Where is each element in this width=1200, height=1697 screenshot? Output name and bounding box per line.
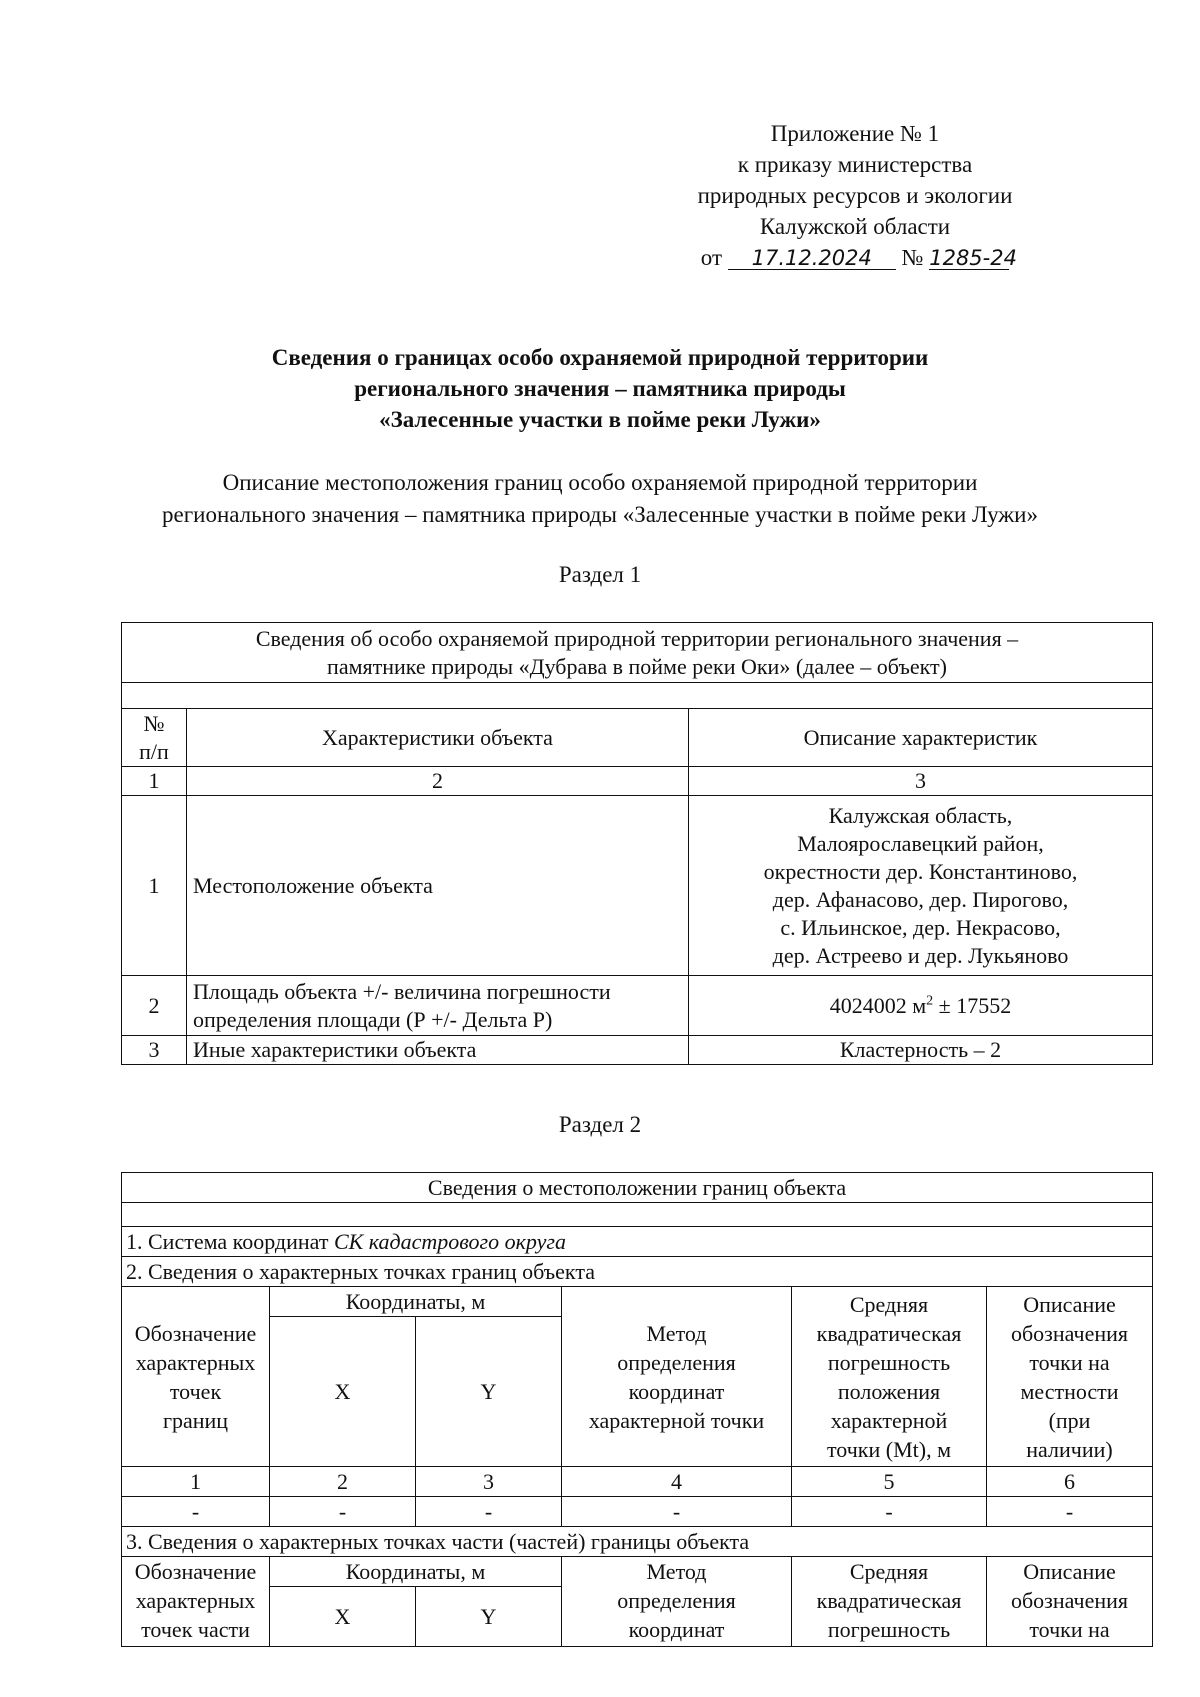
table-row: 2 Площадь объекта +/- величина погрешности определения площади (Р +/- Дельта Р) 4024002 $м^2 \pm 17552$ [122,976,1153,1036]
document-title [0,342,1200,435]
title-line-1: Сведения о границах особо охраняемой природной территории [271,345,929,370]
boundary-points-table [121,1172,1153,1647]
number-label: № [901,245,924,270]
boundary-description [0,467,1200,531]
points-header-row-2: X Y [122,1317,1153,1467]
location-value: Калужская область, Малоярославецкий район, окрестности дер. Константиново, дер. Афанасово, дер. Пирогово, с. Ильинское, дер. Некрасово, дер. Астреево и дер. Лукьяново [689,796,1153,976]
from-label: от [700,245,723,270]
appendix-line-1: Приложение № 1 [770,121,940,146]
section-2-heading: Раздел 2 [558,1112,642,1137]
parts-heading-row: 3. Сведения о характерных точках части (частей) границы объекта [122,1527,1153,1557]
appendix-date-number [690,242,1020,273]
section-1-heading: Раздел 1 [558,562,642,587]
coordinate-system-row: 1. Система координат СК кадастрового округа [122,1227,1153,1257]
handwritten-number: 1285-24 [929,246,1017,270]
parts-header-row-1: Обозначение характерных точек части Координаты, м Метод определения координат Средняя квадратическая погрешность Описание обозначения точки на [122,1557,1153,1587]
appendix-line-2: к приказу министерства [737,152,973,177]
header-characteristics: Характеристики объекта [187,709,689,767]
appendix-block [690,118,1020,273]
table-title-row: Сведения о местоположении границ объекта [122,1173,1153,1203]
table-row: 3 Иные характеристики объекта Кластерность – 2 [122,1036,1153,1065]
handwritten-date: 17.12.2024 [728,247,896,270]
description-line-1: Описание местоположения границ особо охраняемой природной территории [222,470,978,495]
table-row: 1 Местоположение объекта Калужская область, Малоярославецкий район, окрестности дер. Константиново, дер. Афанасово, дер. Пирогово, с. Ильинское, дер. Некрасово, дер. Астреево и дер. Лукьяново [122,796,1153,976]
object-info-table [121,622,1153,1065]
table-title-cell [122,623,1153,683]
area-value: 4024002 $м^2 \pm 17552$ [689,976,1153,1036]
appendix-line-4: Калужской области [759,214,951,239]
title-line-2: регионального значения – памятника природы [354,376,846,401]
description-line-2: регионального значения – памятника природы «Залесенные участки в пойме реки Лужи» [162,502,1038,527]
table-spacer-row [122,683,1153,709]
header-num: № п/п [122,709,187,767]
points-header-row-1: Обозначение характерных точек границ Координаты, м Метод определения координат характерной точки Средняя квадратическая погрешность положения характерной точки (Mt), м Описание обозначения точки на местности (при наличии) [122,1287,1153,1317]
appendix-line-3: природных ресурсов и экологии [697,183,1013,208]
table-header-row [122,709,1153,767]
table-row: - - - - - - [122,1497,1153,1527]
header-description: Описание характеристик [689,709,1153,767]
table-spacer-row [122,1203,1153,1227]
points-index-row: 1 2 3 4 5 6 [122,1467,1153,1497]
title-line-3: «Залесенные участки в пойме реки Лужи» [379,407,821,432]
table-title-row [122,623,1153,683]
table-title-line-2: памятнике природы «Дубрава в пойме реки Оки» (далее – объект) [327,653,947,679]
table-title-line-1: Сведения об особо охраняемой природной территории регионального значения – [255,625,1019,651]
table-index-row: 1 2 3 [122,767,1153,796]
parts-header-row-2: X Y [122,1587,1153,1647]
points-heading-row: 2. Сведения о характерных точках границ объекта [122,1257,1153,1287]
